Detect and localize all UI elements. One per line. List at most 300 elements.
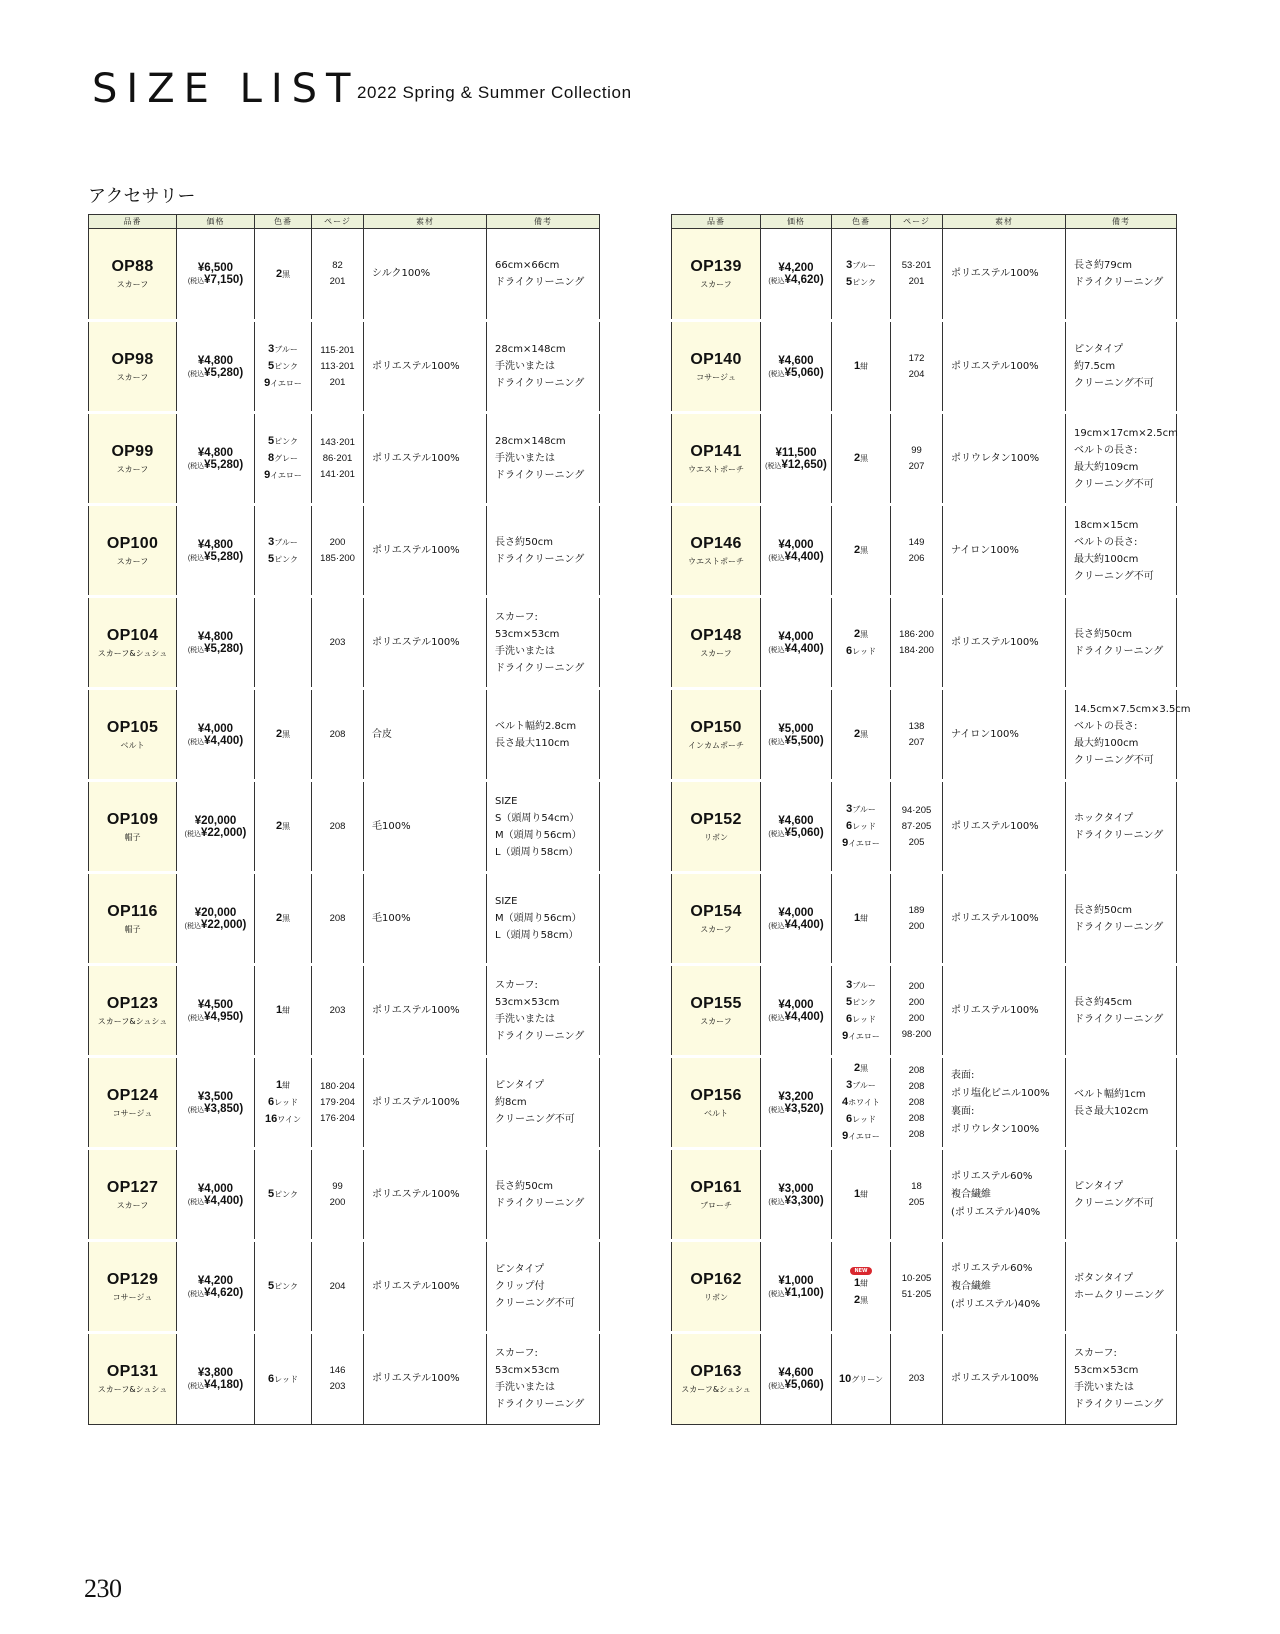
color-number: 6	[845, 820, 853, 832]
price-with-tax	[177, 367, 254, 379]
price-tax-value: ¥4,950)	[204, 1010, 244, 1023]
color-name: 紺	[860, 362, 869, 371]
color-option	[832, 1077, 890, 1094]
color-name: ブルー	[852, 805, 876, 814]
color-option	[832, 542, 890, 559]
note-text: クリーニング不可	[495, 1298, 575, 1309]
color-cell	[255, 597, 312, 689]
page-ref: 208	[908, 1080, 925, 1092]
table-row	[672, 873, 1177, 965]
table-row	[89, 1241, 600, 1333]
page-ref: 10·205	[901, 1272, 932, 1284]
color-name: 紺	[282, 1006, 291, 1015]
material-cell	[943, 505, 1066, 597]
item-category: コサージュ	[112, 1292, 153, 1302]
color-cell	[832, 505, 891, 597]
item-code: OP123	[106, 994, 159, 1012]
header-note: 備考	[487, 215, 600, 229]
page-ref: 205	[908, 1196, 925, 1208]
color-name: レッド	[852, 1014, 877, 1024]
price-tax-value: ¥5,060)	[784, 1379, 824, 1391]
price-tax-value: ¥4,400)	[784, 1010, 824, 1023]
price-cell	[177, 781, 255, 873]
note-text: ドライクリーニング	[1074, 645, 1164, 657]
note-text: ドライクリーニング	[1074, 1399, 1164, 1410]
tax-label: (税込	[187, 462, 205, 470]
table-row	[89, 689, 600, 781]
material-cell	[943, 1333, 1066, 1425]
item-code-cell	[672, 229, 761, 321]
price-cell	[761, 321, 832, 413]
color-number: 1	[853, 912, 861, 924]
page-ref: 82	[332, 260, 343, 271]
page-cell	[312, 1057, 364, 1149]
page-cell	[891, 689, 943, 781]
item-code: OP88	[111, 258, 154, 275]
color-number: 9	[842, 1029, 849, 1042]
note-text: ピンタイプ	[495, 1264, 545, 1275]
item-category: スカーフ	[700, 648, 732, 658]
note-text: ドライクリーニング	[1074, 921, 1164, 933]
price: ¥4,500	[197, 998, 234, 1011]
price: ¥11,500	[775, 446, 817, 459]
color-number: 3	[846, 259, 853, 271]
item-code-cell	[672, 965, 761, 1057]
price-cell	[761, 1333, 832, 1425]
item-category: スカーフ	[116, 372, 149, 382]
price-cell	[761, 1241, 832, 1333]
note-text: ベルトの長さ:	[1074, 720, 1138, 732]
item-code-cell	[672, 781, 761, 873]
page-cell	[891, 505, 943, 597]
page-ref: 208	[908, 1064, 925, 1076]
item-code: OP154	[690, 902, 742, 920]
note-text: ピンタイプ	[1074, 344, 1124, 355]
price-cell	[761, 873, 832, 965]
size-table-left	[88, 214, 600, 1425]
price-with-tax	[761, 1103, 831, 1115]
price-cell	[761, 597, 832, 689]
item-code: OP131	[106, 1363, 159, 1380]
material-cell	[364, 1057, 487, 1149]
color-option	[255, 1002, 311, 1019]
price-tax-value: ¥3,520)	[784, 1102, 824, 1115]
item-category: スカーフ&シュシュ	[97, 1016, 168, 1026]
item-code: OP150	[690, 718, 742, 736]
note-text: 18cm×15cm	[1074, 519, 1139, 531]
item-code-cell	[672, 413, 761, 505]
page-cell	[891, 1241, 943, 1333]
page-cell	[891, 413, 943, 505]
header-page: ページ	[312, 215, 364, 229]
color-number: 1	[853, 1277, 861, 1289]
item-code-cell	[89, 689, 177, 781]
page-ref: 185·200	[320, 552, 355, 564]
price-with-tax	[761, 1011, 831, 1023]
item-code-cell	[672, 597, 761, 689]
price-cell	[177, 597, 255, 689]
color-number: 9	[842, 1130, 849, 1142]
item-category: ウエストポーチ	[688, 556, 744, 566]
page-ref: 208	[329, 912, 346, 924]
color-number: 2	[853, 1062, 861, 1074]
page-ref: 207	[908, 736, 925, 748]
color-cell	[832, 321, 891, 413]
color-cell	[255, 321, 312, 413]
note-cell	[487, 505, 600, 597]
note-text: 手洗いまたは	[495, 1382, 555, 1393]
color-cell	[832, 1057, 891, 1149]
price-with-tax	[761, 827, 831, 839]
page-ref: 200	[329, 536, 346, 548]
note-text: 最大約109cm	[1074, 461, 1139, 473]
color-number: 3	[268, 343, 275, 355]
note-cell	[487, 1333, 600, 1425]
color-cell	[832, 781, 891, 873]
material-text: ポリエステル100%	[372, 1280, 460, 1292]
page-cell	[312, 229, 364, 321]
page-title: SIZE LIST	[92, 66, 360, 112]
color-name: ブルー	[852, 980, 876, 990]
color-cell	[255, 1149, 312, 1241]
material-text: 裏面:	[951, 1105, 975, 1117]
price: ¥1,000	[778, 1274, 814, 1287]
item-code: OP129	[106, 1270, 159, 1288]
page-ref: 208	[908, 1112, 925, 1124]
note-text: スカーフ:	[495, 979, 538, 991]
color-cell	[255, 1241, 312, 1333]
item-code-cell	[672, 689, 761, 781]
color-cell	[832, 597, 891, 689]
page-ref: 113·201	[320, 360, 355, 372]
price-tax-value: ¥7,150)	[204, 274, 244, 286]
color-option	[832, 910, 890, 927]
table-row	[672, 1333, 1177, 1425]
color-option	[832, 1094, 890, 1111]
page-ref: 99	[332, 1180, 343, 1192]
note-text: クリーニング不可	[1074, 1197, 1154, 1209]
note-cell	[487, 1057, 600, 1149]
color-cell	[832, 873, 891, 965]
note-text: 53cm×53cm	[495, 996, 560, 1008]
color-option	[255, 467, 311, 484]
page-ref: 143·201	[320, 436, 355, 448]
item-code: OP163	[690, 1363, 742, 1380]
note-text: M（頭周り56cm）	[495, 913, 582, 924]
price-cell	[177, 413, 255, 505]
item-code-cell	[89, 413, 177, 505]
price: ¥3,500	[197, 1090, 234, 1103]
color-option	[832, 274, 890, 291]
collection-subtitle: 2022 Spring & Summer Collection	[357, 83, 632, 102]
item-code: OP99	[111, 442, 154, 460]
item-category: スカーフ	[700, 1016, 732, 1026]
item-code-cell	[672, 1333, 761, 1425]
color-number: 3	[846, 1079, 853, 1091]
item-code-cell	[89, 505, 177, 597]
note-cell	[1066, 1333, 1177, 1425]
color-number: 2	[275, 912, 283, 924]
material-cell	[943, 965, 1066, 1057]
color-cell	[255, 229, 312, 321]
item-code: OP146	[690, 534, 742, 552]
item-category: ブローチ	[700, 1200, 732, 1210]
tax-label: (税込	[768, 1290, 785, 1298]
page-ref: 99	[911, 444, 922, 456]
note-cell	[487, 229, 600, 321]
color-option	[255, 534, 311, 551]
note-text: スカーフ:	[495, 1348, 538, 1359]
color-number: 2	[275, 267, 283, 280]
material-text: ポリエステル100%	[372, 452, 460, 464]
note-text: M（頭周り56cm）	[495, 829, 582, 841]
color-option	[832, 1111, 890, 1128]
price-with-tax	[177, 1379, 254, 1391]
item-category: ベルト	[120, 740, 145, 750]
note-text: 53cm×53cm	[495, 628, 560, 640]
page-ref: 180·204	[320, 1080, 355, 1092]
item-category: インカムポーチ	[688, 740, 744, 750]
price-cell	[177, 1057, 255, 1149]
color-number: 5	[846, 995, 853, 1008]
page-cell	[312, 781, 364, 873]
page-ref: 86·201	[322, 452, 353, 464]
note-cell	[1066, 229, 1177, 321]
color-cell	[255, 505, 312, 597]
color-name: ブルー	[852, 261, 876, 270]
material-cell	[364, 1241, 487, 1333]
price-with-tax	[177, 643, 254, 655]
color-option	[832, 1371, 890, 1388]
note-text: SIZE	[495, 896, 518, 907]
item-code-cell	[672, 505, 761, 597]
material-cell	[364, 873, 487, 965]
note-text: ドライクリーニング	[495, 1399, 585, 1410]
price: ¥4,600	[778, 1367, 814, 1379]
item-category: ウエストポーチ	[688, 464, 744, 474]
color-name: イエロー	[270, 471, 302, 480]
price: ¥3,200	[778, 1090, 814, 1103]
price-with-tax	[177, 919, 254, 931]
price-cell	[177, 1333, 255, 1425]
color-name: 黒	[860, 1064, 869, 1073]
note-text: 53cm×53cm	[1074, 1365, 1139, 1376]
note-text: ベルトの長さ:	[1074, 444, 1138, 456]
color-name: 黒	[860, 730, 869, 739]
note-text: 長さ最大102cm	[1074, 1105, 1149, 1117]
color-name: ピンク	[274, 554, 298, 564]
price-tax-value: ¥5,280)	[204, 366, 244, 379]
note-text: ドライクリーニング	[495, 1030, 585, 1042]
price: ¥3,800	[197, 1367, 234, 1379]
page-cell	[312, 321, 364, 413]
page-ref: 189	[908, 904, 925, 916]
page-ref: 87·205	[901, 820, 932, 832]
price-with-tax	[761, 1379, 831, 1391]
price: ¥4,000	[197, 1182, 234, 1195]
price: ¥4,000	[197, 722, 234, 735]
note-cell	[487, 1241, 600, 1333]
page-ref: 141·201	[320, 468, 355, 480]
material-cell	[364, 413, 487, 505]
note-text: ホックタイプ	[1074, 812, 1134, 824]
tax-label: (税込	[768, 922, 785, 930]
page-cell	[891, 1149, 943, 1241]
price: ¥4,600	[778, 354, 814, 367]
price-with-tax	[177, 827, 254, 839]
material-text: シルク100%	[372, 268, 431, 279]
item-code-cell	[89, 321, 177, 413]
color-option	[255, 1186, 311, 1203]
color-option	[832, 818, 890, 835]
page-cell	[891, 597, 943, 689]
page-ref: 201	[908, 276, 925, 287]
note-cell	[1066, 1149, 1177, 1241]
price: ¥5,000	[778, 722, 814, 735]
note-cell	[1066, 321, 1177, 413]
price-tax-value: ¥3,300)	[784, 1194, 824, 1207]
note-text: 手洗いまたは	[495, 453, 555, 464]
material-text: ポリエステル100%	[951, 360, 1039, 372]
page-ref: 149	[908, 536, 925, 548]
page-ref: 179·204	[320, 1096, 355, 1108]
note-text: クリーニング不可	[1074, 754, 1154, 766]
color-name: グレー	[274, 454, 299, 463]
color-name: 黒	[860, 629, 869, 639]
table-row	[89, 597, 600, 689]
color-option	[255, 551, 311, 568]
material-cell	[364, 1333, 487, 1425]
material-text: 複合繊維	[951, 1188, 991, 1200]
material-text: ポリエステル100%	[372, 1373, 460, 1384]
color-name: 黒	[860, 1296, 869, 1305]
page-number: 230	[84, 1574, 122, 1603]
note-text: 最大約100cm	[1074, 553, 1139, 565]
price: ¥4,800	[197, 630, 234, 643]
page-ref: 138	[908, 720, 925, 732]
price: ¥4,800	[197, 354, 234, 367]
page-ref: 206	[908, 552, 925, 564]
color-name: 紺	[860, 1279, 869, 1288]
material-cell	[943, 689, 1066, 781]
table-row	[672, 1149, 1177, 1241]
item-category: 帽子	[124, 924, 141, 934]
color-number: 5	[268, 552, 275, 565]
item-code: OP109	[106, 810, 159, 828]
price-with-tax	[177, 551, 254, 563]
color-number: 2	[853, 452, 861, 464]
color-option	[832, 1186, 890, 1203]
tax-label: (税込	[187, 370, 205, 378]
price-cell	[177, 965, 255, 1057]
item-code: OP155	[690, 994, 742, 1012]
price-cell	[761, 781, 832, 873]
note-text: 手洗いまたは	[1074, 1382, 1134, 1393]
price-cell	[177, 1149, 255, 1241]
material-cell	[364, 689, 487, 781]
material-cell	[364, 229, 487, 321]
note-text: ドライクリーニング	[495, 277, 585, 288]
item-category: スカーフ&シュシュ	[97, 1385, 168, 1394]
material-text: ポリエステル100%	[372, 1096, 460, 1108]
size-table-right	[671, 214, 1191, 1425]
price-with-tax	[761, 1287, 831, 1299]
color-name: 紺	[282, 1081, 291, 1090]
tax-label: (税込	[187, 1106, 205, 1114]
page-ref: 115·201	[320, 344, 355, 356]
item-code: OP104	[106, 626, 159, 644]
color-cell	[832, 1241, 891, 1333]
note-text: 53cm×53cm	[495, 1365, 560, 1376]
page-ref: 172	[908, 352, 925, 364]
page-cell	[891, 1333, 943, 1425]
material-text: 毛100%	[372, 912, 411, 924]
price-cell	[761, 505, 832, 597]
note-cell	[487, 873, 600, 965]
note-text: クリーニング不可	[1074, 478, 1154, 490]
color-cell	[832, 229, 891, 321]
item-code: OP116	[107, 902, 158, 920]
material-cell	[364, 597, 487, 689]
table-row	[89, 229, 600, 321]
note-text: ベルト幅約2.8cm	[495, 720, 577, 732]
page-ref: 200	[908, 920, 925, 932]
note-text: 約7.5cm	[1074, 361, 1116, 372]
item-code-cell	[89, 229, 177, 321]
tax-label: (税込	[184, 830, 201, 838]
note-cell	[487, 965, 600, 1057]
color-number: 3	[268, 535, 275, 548]
item-category: リボン	[704, 1292, 728, 1302]
tax-label: (税込	[187, 1014, 205, 1022]
price-tax-value: ¥5,060)	[784, 366, 824, 379]
page-ref: 186·200	[899, 628, 934, 640]
item-code: OP98	[111, 350, 154, 368]
price-tax-value: ¥4,620)	[204, 1286, 244, 1299]
material-cell	[943, 413, 1066, 505]
color-number: 3	[846, 803, 853, 815]
price-cell	[177, 229, 255, 321]
page-ref: 208	[908, 1096, 925, 1108]
price: ¥4,000	[778, 998, 814, 1011]
price-with-tax	[177, 1011, 254, 1023]
page-ref: 184·200	[899, 644, 934, 656]
color-option	[255, 726, 311, 743]
color-option	[832, 1011, 890, 1028]
page-ref: 200	[908, 996, 925, 1008]
color-option	[832, 1028, 890, 1045]
tax-label: (税込	[768, 830, 785, 838]
price-with-tax	[177, 1195, 254, 1207]
note-text: L（頭周り58cm）	[495, 846, 579, 858]
note-text: ベルトの長さ:	[1074, 536, 1138, 548]
item-code-cell	[672, 321, 761, 413]
color-cell	[832, 689, 891, 781]
material-text: ポリエステル100%	[951, 912, 1039, 924]
material-text: ポリエステル60%	[951, 1170, 1033, 1182]
note-cell	[487, 781, 600, 873]
item-code: OP127	[106, 1178, 159, 1196]
note-text: スカーフ:	[495, 611, 538, 623]
price-tax-value: ¥22,000)	[200, 918, 247, 931]
color-number: 9	[264, 377, 271, 389]
price-with-tax	[177, 1287, 254, 1299]
table-row	[89, 1149, 600, 1241]
price: ¥4,000	[778, 906, 814, 919]
table-row	[672, 1057, 1177, 1149]
price-with-tax	[177, 274, 254, 286]
price-with-tax	[761, 643, 831, 655]
